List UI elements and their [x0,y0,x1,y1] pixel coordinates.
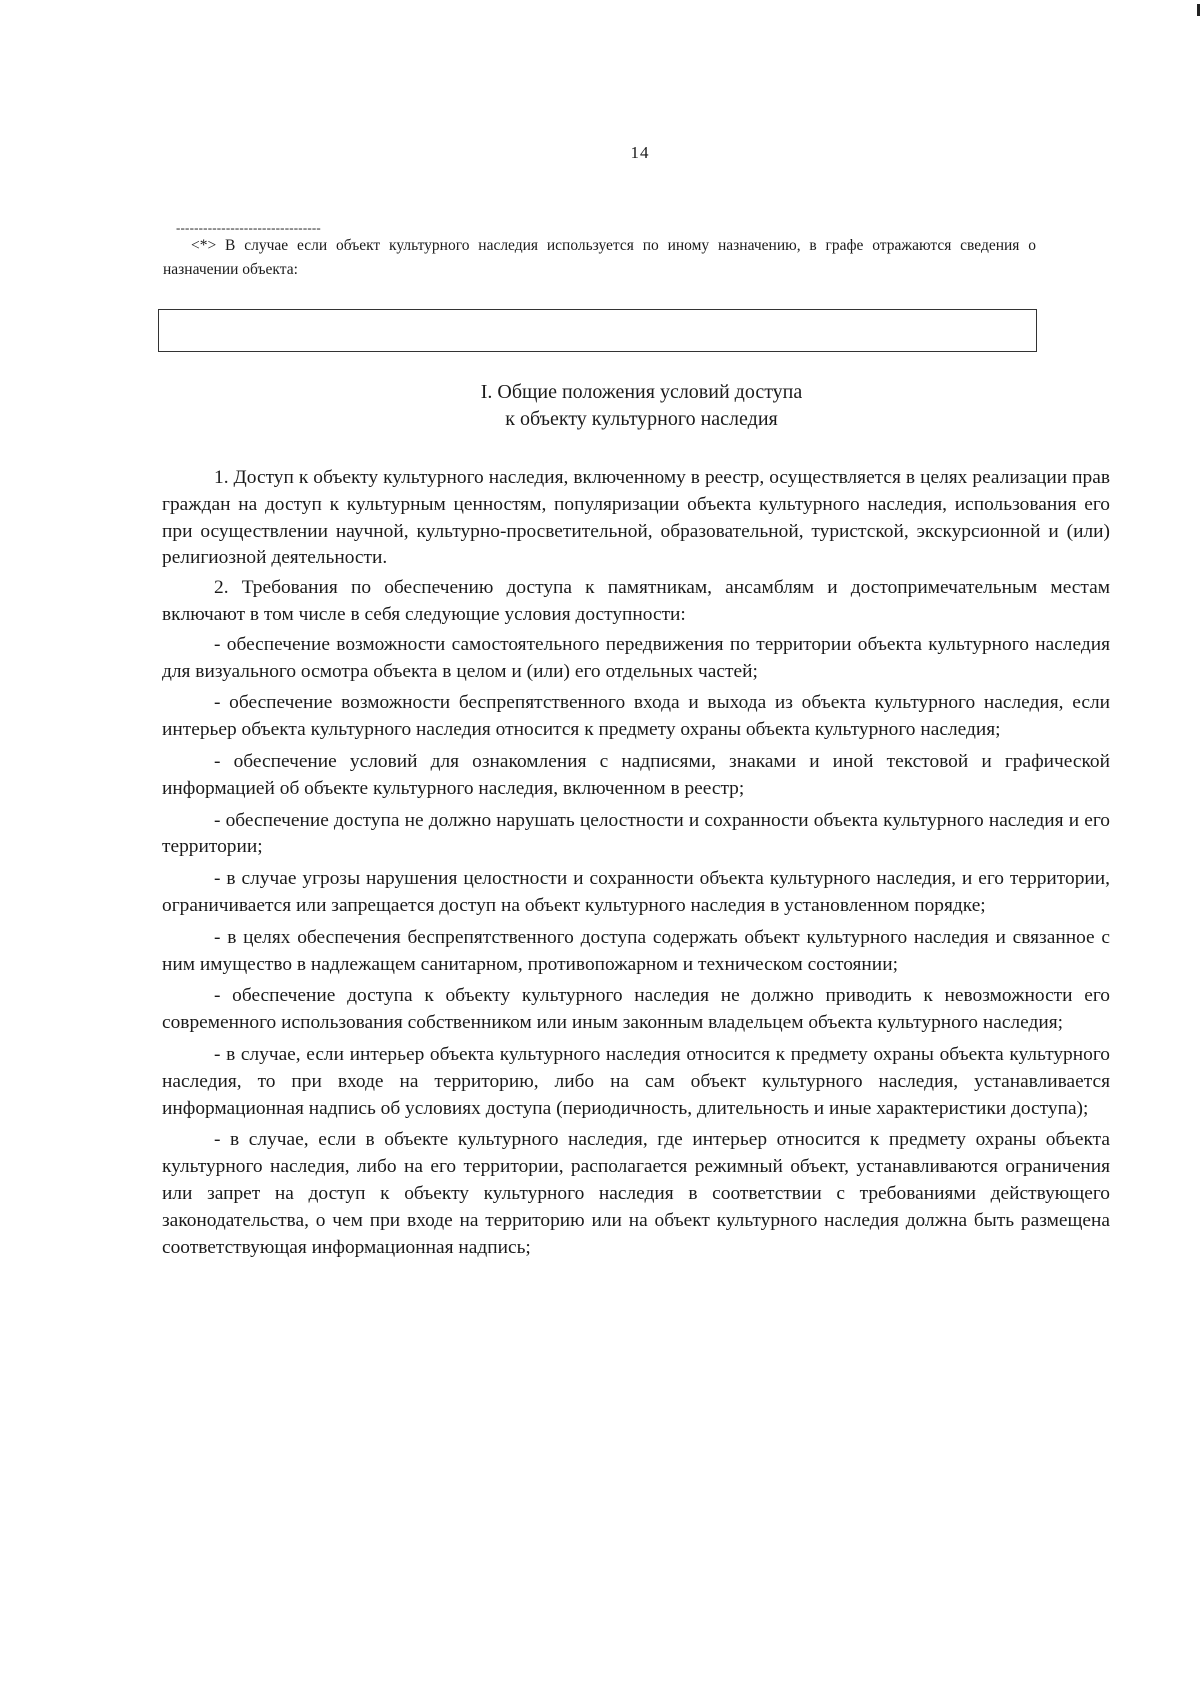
list-item: - в целях обеспечения беспрепятственного доступа содержать объект культурного наследия и связанное с ним имущество в надлежащем санитарном, противопожарном и техническом состоянии; [162,926,1110,975]
list-item: - обеспечение возможности самостоятельного передвижения по территории объекта культурного наследия для визуального осмотра объекта в целом и (или) его отдельных частей; [162,633,1110,682]
blank-form-field [158,309,1037,352]
list-item: - обеспечение возможности беспрепятственного входа и выхода из объекта культурного наследия, если интерьер объекта культурного наследия относится к предмету охраны объекта культурного наследия; [162,692,1110,741]
list-item: - в случае угрозы нарушения целостности и сохранности объекта культурного наследия, и его территории, ограничивается или запрещается доступ на объект культурного наследия в установленном порядке; [162,868,1110,916]
page-number: 14 [630,143,650,162]
paragraph-1: 1. Доступ к объекту культурного наследия, включенному в реестр, осуществляется в целях реализации прав граждан на доступ к культурным ценностям, популяризации объекта культурного наследия, использования его при осуществлении научной, культурно-просветительной, образовательной, туристской, экскурсионной и (или) религиозной деятельности. [162,467,1110,569]
list-item: - обеспечение доступа к объекту культурного наследия не должно приводить к невозможности его современного использования собственником или иным законным владельцем объекта культурного наследия; [162,985,1110,1034]
section-title-line-1: I. Общие положения условий доступа [480,381,803,403]
paragraph-2: 2. Требования по обеспечению доступа к памятникам, ансамблям и достопримечательным местам включают в том числе в себя следующие условия доступности: [162,577,1110,625]
section-title-line-2: к объекту культурного наследия [505,408,778,430]
list-item: - обеспечение условий для ознакомления с надписями, знаками и иной текстовой и графической информацией об объекте культурного наследия, включенном в реестр; [162,750,1110,799]
footnote-separator: -------------------------------- [176,220,321,235]
section-title [0,379,1200,433]
list-item: - в случае, если в объекте культурного наследия, где интерьер относится к предмету охраны объекта культурного наследия, либо на его территории, располагается режимный объект, устанавливаются ограничения или запрет на доступ к объекту культурного наследия в соответствии с требованиями действующего законодательства, о чем при входе на территорию или на объект культурного наследия должна быть размещена соответствующая информационная надпись; [162,1129,1110,1258]
list-item: - в случае, если интерьер объекта культурного наследия относится к предмету охраны объекта культурного наследия, то при входе на территорию, либо на сам объект культурного наследия, устанавливается информационная надпись об условиях доступа (периодичность, длительность и иные характеристики доступа); [162,1043,1110,1119]
footnote-text: <*> В случае если объект культурного наследия используется по иному назначению, в графе отражаются сведения о назначении объекта: [163,237,1036,278]
body-text [162,465,1110,1266]
list-item: - обеспечение доступа не должно нарушать целостности и сохранности объекта культурного наследия и его территории; [162,809,1110,858]
